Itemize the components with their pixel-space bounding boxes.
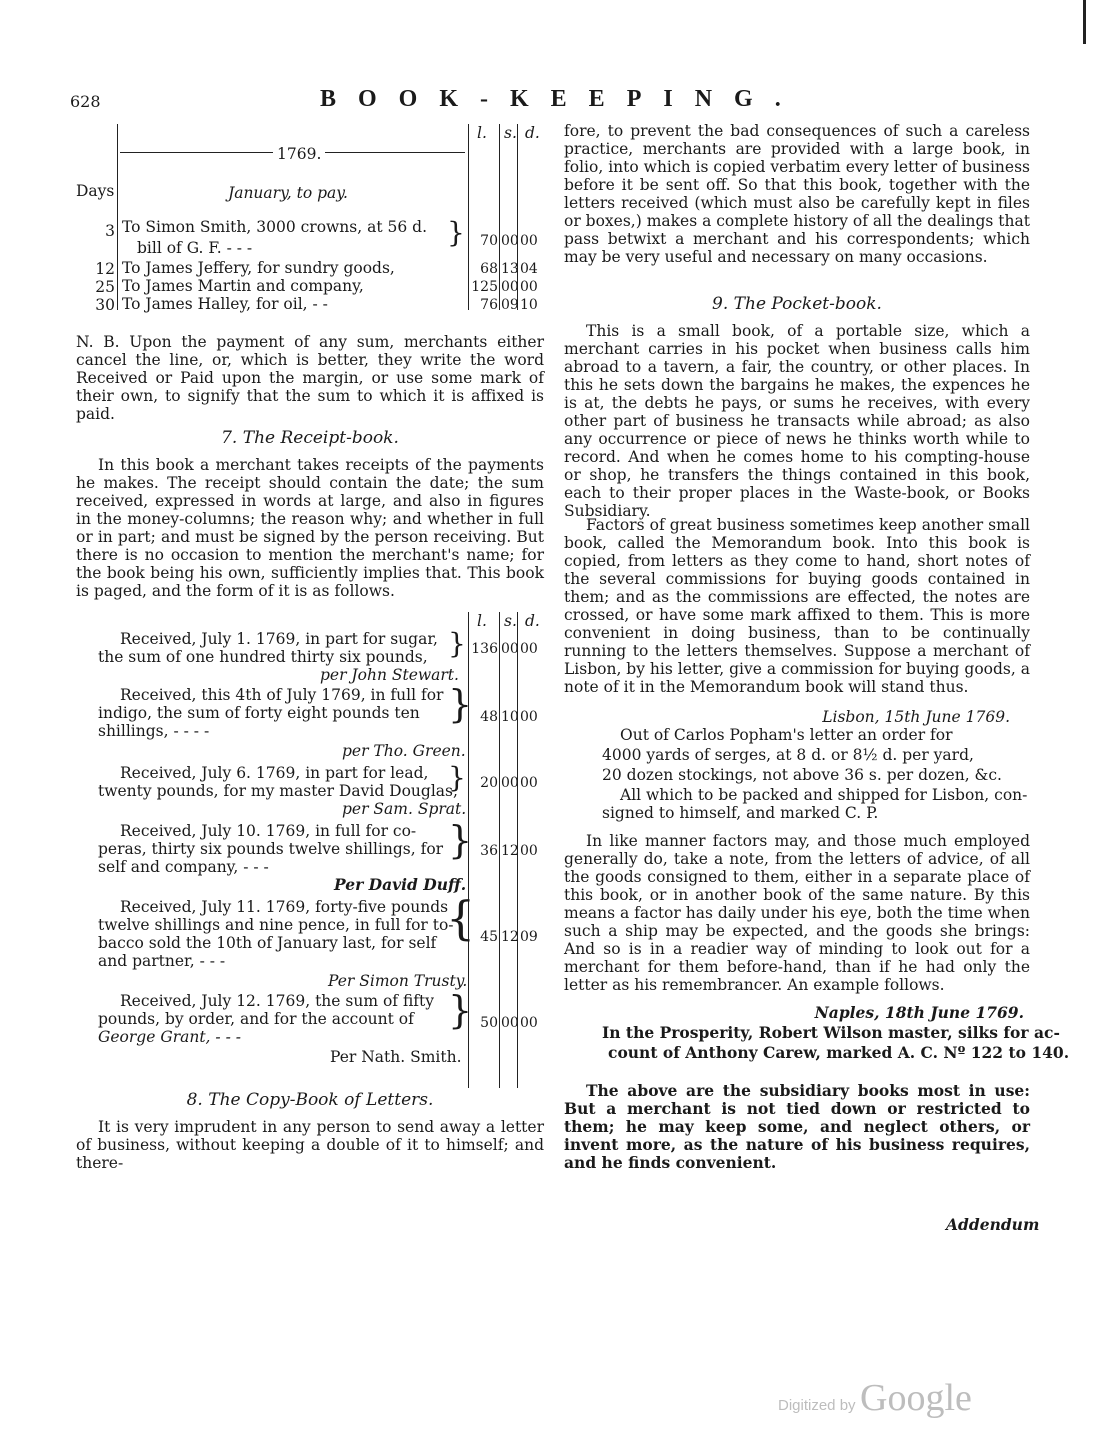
memo-line: 20 dozen stockings, not above 36 s. per dozen, &c. [602,766,1002,784]
receipt-l: 20 [480,775,498,791]
scan-edge [1083,0,1086,44]
factors-paragraph: In like manner factors may, and those much employed generally do, take a note, from the letters of advice, of all the goods consigned to them, either in a separate place of this book, or in another book of the same nature. By this means a factor has daily under his eye, both the time when such a ship may be expected, and the goods she brings: And so is in a readier way of minding to look out for a merchant for them before-hand, than if he had only the letter as his remembrancer. An example follows. [564,832,1030,994]
row-line1: To James Halley, for oil, - - [122,295,328,313]
google-watermark [778,1376,972,1420]
row-line1: To Simon Smith, 3000 crowns, at 56 d. [122,218,427,236]
receipt-s: 00 [501,1015,519,1031]
col-s-header: s. [504,124,517,142]
row-line1: To James Jeffery, for sundry goods, [122,259,395,277]
col-l-header: l. [477,612,487,630]
receipt-line: and partner, - - - [98,952,226,970]
receipt-line: Received, July 10. 1769, in full for co- [120,822,417,840]
section-heading: 9. The Pocket-book. [712,294,882,314]
google-logo: Google [860,1377,972,1419]
brace: } [448,988,473,1032]
receipt-s: 00 [501,775,519,791]
receipt-s: 12 [501,929,519,945]
row-l: 70 [480,233,498,249]
brace: } [448,761,466,794]
memo-date: Lisbon, 15th June 1769. [822,708,1010,726]
memo-line: signed to himself, and marked C. P. [602,804,879,822]
copybook-continuation: fore, to prevent the bad consequences of such a careless practice, merchants are provided with a large book, in folio, into which is copied verbatim every letter of business before it be sent off. So that this book, together with the letters received (which must also be carefully kept in files or boxes,) makes a complete history of all the dealings that pass betwixt a merchant and his correspondents; which may be very useful and necessary on many occasions. [564,122,1030,266]
brace: { [446,891,476,945]
receipt-s: 12 [501,843,519,859]
ledger-rule [468,124,469,310]
page-number: 628 [70,92,101,111]
catchword: Addendum [946,1215,1040,1234]
receipt-l: 48 [480,709,498,725]
receipt-line: shillings, - - - - [98,722,210,740]
receipt-d: 00 [520,843,538,859]
receipt-d: 00 [520,709,538,725]
receipt-line: Received, July 1. 1769, in part for sugar, [120,630,438,648]
receipt-line: Received, this 4th of July 1769, in full for [120,686,444,704]
receipt-line: Received, July 11. 1769, forty-five pounds [120,898,449,916]
col-s-header: s. [504,612,517,630]
receipt-line: twenty pounds, for my master David Douglas, [98,782,458,800]
memo-line: Out of Carlos Popham's letter an order for [620,726,953,744]
memo-line: All which to be packed and shipped for Lisbon, con- [620,786,1028,804]
receipt-l: 136 [471,641,498,657]
col-d-header: d. [525,612,540,630]
section-heading: 8. The Copy-Book of Letters. [186,1090,434,1110]
receipt-line: George Grant, - - - [98,1028,241,1046]
row-s: 13 [501,261,519,277]
row-day: 3 [105,222,115,240]
memorandum-paragraph: Factors of great business sometimes keep another small book, called the Memorandum book. Into this book is copied, from letters as they come to hand, short notes of the several commissions for buying goods contained in them; and as the commissions are effected, the notes are crossed, or have some mark affixed to them. This is more convenient in doing business, than to be continually running to the letters themselves. Suppose a merchant of Lisbon, by his letter, give a commission for buying goods, a note of it in the Memorandum book will stand thus. [564,516,1030,696]
section-heading: 7. The Receipt-book. [221,428,399,448]
row-l: 68 [480,261,498,277]
row-line2: bill of G. F. - - - [137,239,253,257]
copybook-paragraph: It is very imprudent in any person to send away a letter of business, without keeping a double of it to himself; and there- [76,1118,544,1172]
receipt-line: peras, thirty six pounds twelve shillings, for [98,840,444,858]
row-line1: To James Martin and company, [122,277,364,295]
receipt-d: 00 [520,641,538,657]
receipt-d: 00 [520,775,538,791]
col-d-header: d. [525,124,540,142]
row-d: 04 [520,261,538,277]
row-l: 76 [480,297,498,313]
receipt-line: self and company, - - - [98,858,269,876]
example-line: In the Prosperity, Robert Wilson master, silks for ac- [602,1023,1060,1042]
days-label: Days [76,182,115,200]
watermark-prefix: Digitized by [778,1397,856,1414]
receipt-l: 36 [480,843,498,859]
row-d: 10 [520,297,538,313]
ledger-year: 1769. [273,145,325,163]
receipt-signature: Per Simon Trusty. [328,972,468,990]
receipt-line: Received, July 6. 1769, in part for lead, [120,764,429,782]
example-line: count of Anthony Carew, marked A. C. Nº 122 to 140. [608,1043,1070,1062]
brace: } [448,627,466,660]
col-l-header: l. [477,124,487,142]
brace: } [448,818,473,862]
row-day: 12 [95,260,115,278]
receipt-s: 10 [501,709,519,725]
example-date: Naples, 18th June 1769. [814,1003,1024,1022]
receipt-line: bacco sold the 10th of January last, for self [98,934,437,952]
ledger-rule [117,124,118,310]
memo-line: 4000 yards of serges, at 8 d. or 8½ d. per yard, [602,746,974,764]
row-s: 00 [501,233,519,249]
brace: } [448,682,473,726]
receipt-d: 00 [520,1015,538,1031]
receipt-line: pounds, by order, and for the account of [98,1010,414,1028]
receipt-signature: Per Nath. Smith. [330,1048,462,1066]
row-d: 00 [520,233,538,249]
row-d: 00 [520,279,538,295]
closing-paragraph: The above are the subsidiary books most in use: But a merchant is not tied down or restricted to them; he may keep some, and neglect others, or invent more, as the nature of his business requires, and he finds convenient. [564,1081,1030,1172]
receipt-signature: per Sam. Sprat. [342,800,467,818]
row-day: 30 [95,296,115,314]
pocketbook-paragraph: This is a small book, of a portable size, which a merchant carries in his pocket when business calls him abroad to a tavern, a fair, the country, or other places. In this he sets down the bargains he makes, the expences he is at, the debts he pays, or sums he receives, with every other part of business he transacts while abroad; as also any occurrence or piece of news he thinks worth while to record. And when he comes home to his compting-house or shop, he transfers the things contained in this book, each to their proper places in the Waste-book, or Books Subsidiary. [564,322,1030,520]
ledger-month: January, to pay. [228,184,348,202]
row-day: 25 [95,278,115,296]
receipt-signature: per John Stewart. [320,666,459,684]
receipt-signature: per Tho. Green. [342,742,466,760]
receipt-d: 09 [520,929,538,945]
receipt-rule [499,612,500,1088]
row-s: 00 [501,279,519,295]
receipt-l: 50 [480,1015,498,1031]
nb-paragraph: N. B. Upon the payment of any sum, merchants either cancel the line, or, which is better, they write the word Received or Paid upon the margin, or use some mark of their own, to signify that the sum to which it is affixed is paid. [76,333,544,423]
ledger-rule [499,124,500,310]
row-s: 09 [501,297,519,313]
receipt-line: the sum of one hundred thirty six pounds, [98,648,428,666]
receipt-s: 00 [501,641,519,657]
receipt-line: indigo, the sum of forty eight pounds ten [98,704,420,722]
page-title: BOOK-KEEPING. [320,86,803,112]
brace: } [447,216,465,249]
receipt-paragraph: In this book a merchant takes receipts of the payments he makes. The receipt should contain the date; the sum received, expressed in words at large, and also in figures in the money-columns; the reason why; and whether in full or in part; and must be signed by the person receiving. But there is no occasion to mention the merchant's name; for the book being his own, sufficiently implies that. This book is paged, and the form of it is as follows. [76,456,544,600]
row-l: 125 [471,279,498,295]
receipt-l: 45 [480,929,498,945]
receipt-line: Received, July 12. 1769, the sum of fifty [120,992,435,1010]
receipt-line: twelve shillings and nine pence, in full for to- [98,916,454,934]
receipt-signature: Per David Duff. [334,875,467,894]
